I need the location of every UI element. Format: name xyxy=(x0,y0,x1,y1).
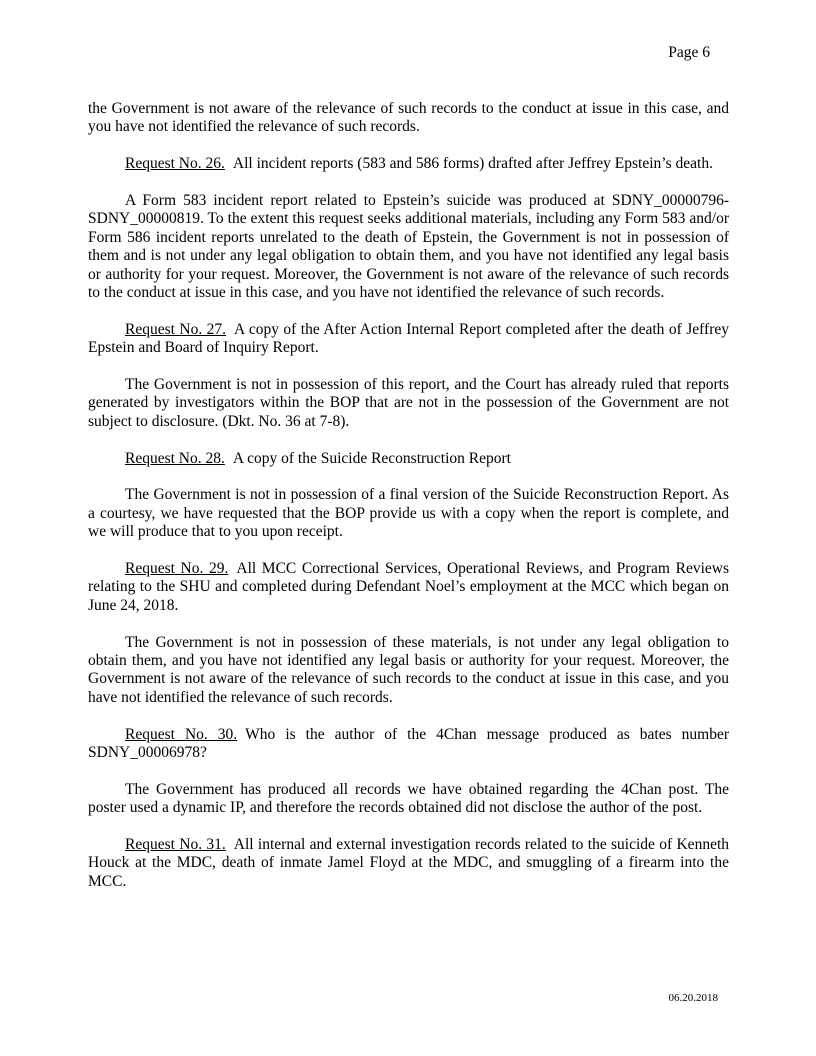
page-footer xyxy=(88,992,729,1005)
request-28-paragraph xyxy=(88,450,729,468)
page-number: Page 6 xyxy=(668,44,710,61)
request-31-paragraph xyxy=(88,836,729,891)
request-28-label: Request No. 28. xyxy=(125,449,225,467)
request-28-text: A copy of the Suicide Reconstruction Report xyxy=(232,449,511,467)
response-26-paragraph: A Form 583 incident report related to Epstein’s suicide was produced at SDNY_00000796-SDNY_00000819. To the extent this request seeks additional materials, including any Form 583 and/or Form 586 incident reports unrelated to the death of Epstein, the Government is not in possession of them and is not under any legal obligation to obtain them, and you have not identified any legal basis or authority for your request. Moreover, the Government is not aware of the relevance of such records to the conduct at issue in this case, and you have not identified the relevance of such records. xyxy=(88,192,729,302)
response-27-paragraph: The Government is not in possession of this report, and the Court has already ruled that reports generated by investigators within the BOP that are not in the possession of the Government are not subject to disclosure. (Dkt. No. 36 at 7-8). xyxy=(88,376,729,430)
request-31-label: Request No. 31. xyxy=(125,836,226,854)
request-27-label: Request No. 27. xyxy=(125,320,227,338)
request-26-paragraph xyxy=(88,155,729,173)
request-30-text: Who is the author of the 4Chan message produced as bates number SDNY_00006978? xyxy=(88,725,729,762)
request-29-label: Request No. 29. xyxy=(125,560,229,578)
request-29-text: All MCC Correctional Services, Operational Reviews, and Program Reviews relating to the SHU and completed during Defendant Noel’s employment at the MCC which began on June 24, 2018. xyxy=(88,560,729,614)
response-29-paragraph: The Government is not in possession of these materials, is not under any legal obligation to obtain them, and you have not identified any legal basis or authority for your request. Moreover, the Government is not aware of the relevance of such records to the conduct at issue in this case, and you have not identified the relevance of such records. xyxy=(88,633,729,706)
request-27-text: A copy of the After Action Internal Report completed after the death of Jeffrey Epstein and Board of Inquiry Report. xyxy=(88,320,729,357)
request-30-label: Request No. 30. xyxy=(125,725,238,743)
request-30-paragraph xyxy=(88,726,729,763)
response-30-paragraph: The Government has produced all records we have obtained regarding the 4Chan post. The poster used a dynamic IP, and therefore the records obtained did not disclose the author of the post. xyxy=(88,780,729,817)
request-26-label: Request No. 26. xyxy=(125,155,225,173)
request-27-paragraph xyxy=(88,321,729,358)
request-29-paragraph xyxy=(88,560,729,615)
request-26-text: All incident reports (583 and 586 forms) drafted after Jeffrey Epstein’s death. xyxy=(232,155,713,173)
response-28-paragraph: The Government is not in possession of a final version of the Suicide Reconstruction Report. As a courtesy, we have requested that the BOP provide us with a copy when the report is complete, and we will produce that to you upon receipt. xyxy=(88,486,729,541)
continuation-paragraph: the Government is not aware of the relevance of such records to the conduct at issue in this case, and you have not identified the relevance of such records. xyxy=(88,100,729,136)
request-31-text: All internal and external investigation records related to the suicide of Kenneth Houck at the MDC, death of inmate Jamel Floyd at the MDC, and smuggling of a firearm into the MCC. xyxy=(88,836,730,890)
footer-date: 06.20.2018 xyxy=(668,992,718,1004)
document-body xyxy=(88,100,729,910)
page-header xyxy=(88,44,729,62)
